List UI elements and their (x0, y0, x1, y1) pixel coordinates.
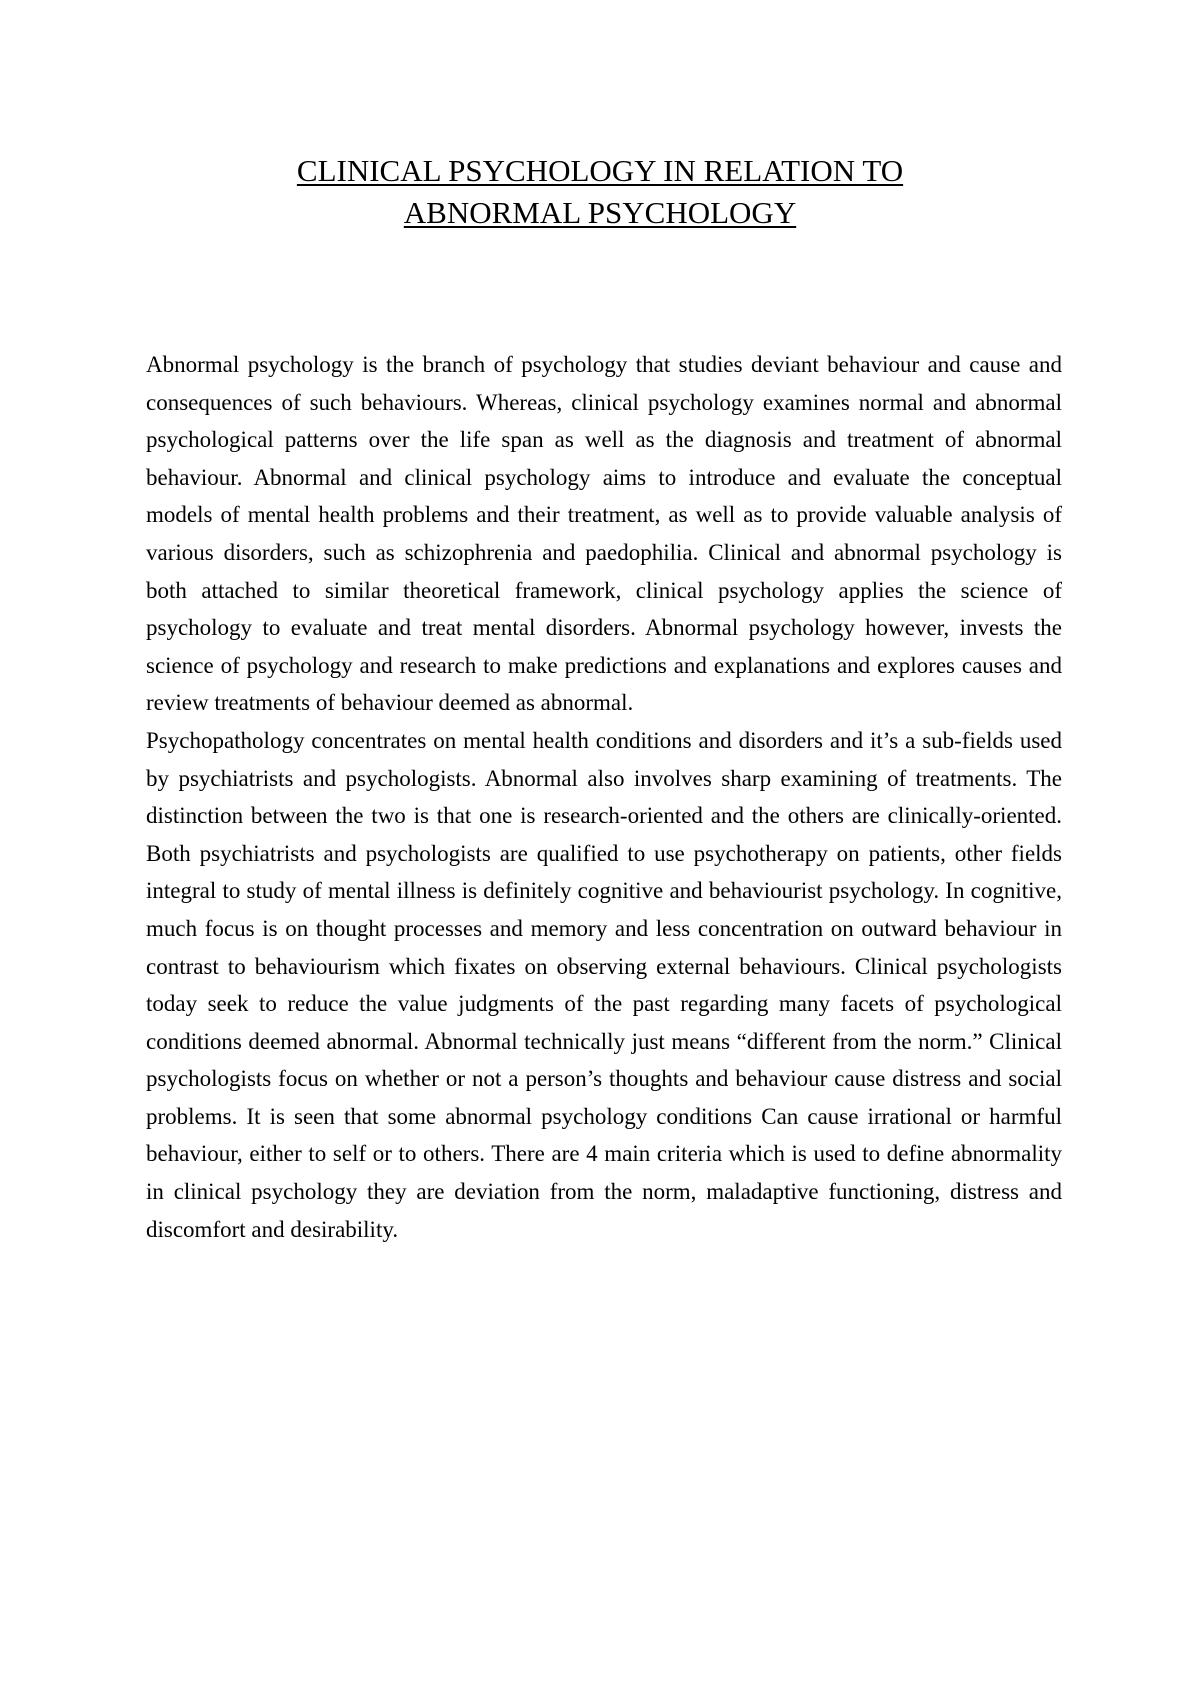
document-title (140, 150, 1060, 234)
body-paragraph-2: Psychopathology concentrates on mental health conditions and disorders and it’s a sub-fields used by psychiatrists and psychologists. Abnormal also involves sharp examining of treatments. The distinction between the two is that one is research-oriented and the others are clinically-oriented. Both psychiatrists and psychologists are qualified to use psychotherapy on patients, other fields integral to study of mental illness is definitely cognitive and behaviourist psychology. In cognitive, much focus is on thought processes and memory and less concentration on outward behaviour in contrast to behaviourism which fixates on observing external behaviours. Clinical psychologists today seek to reduce the value judgments of the past regarding many facets of psychological conditions deemed abnormal. Abnormal technically just means “different from the norm.” Clinical psychologists focus on whether or not a person’s thoughts and behaviour cause distress and social problems. It is seen that some abnormal psychology conditions Can cause irrational or harmful behaviour, either to self or to others. There are 4 main criteria which is used to define abnormality in clinical psychology they are deviation from the norm, maladaptive functioning, distress and discomfort and desirability. (146, 727, 1062, 1242)
title-line-2: ABNORMAL PSYCHOLOGY (403, 195, 797, 230)
document-body (146, 346, 1062, 1248)
title-line-1: CLINICAL PSYCHOLOGY IN RELATION TO (296, 153, 904, 188)
body-paragraph-1: Abnormal psychology is the branch of psychology that studies deviant behaviour and cause and consequences of such behaviours. Whereas, clinical psychology examines normal and abnormal psychological patterns over the life span as well as the diagnosis and treatment of abnormal behaviour. Abnormal and clinical psychology aims to introduce and evaluate the conceptual models of mental health problems and their treatment, as well as to provide valuable analysis of various disorders, such as schizophrenia and paedophilia. Clinical and abnormal psychology is both attached to similar theoretical framework, clinical psychology applies the science of psychology to evaluate and treat mental disorders. Abnormal psychology however, invests the science of psychology and research to make predictions and explanations and explores causes and review treatments of behaviour deemed as abnormal. (146, 352, 1062, 716)
